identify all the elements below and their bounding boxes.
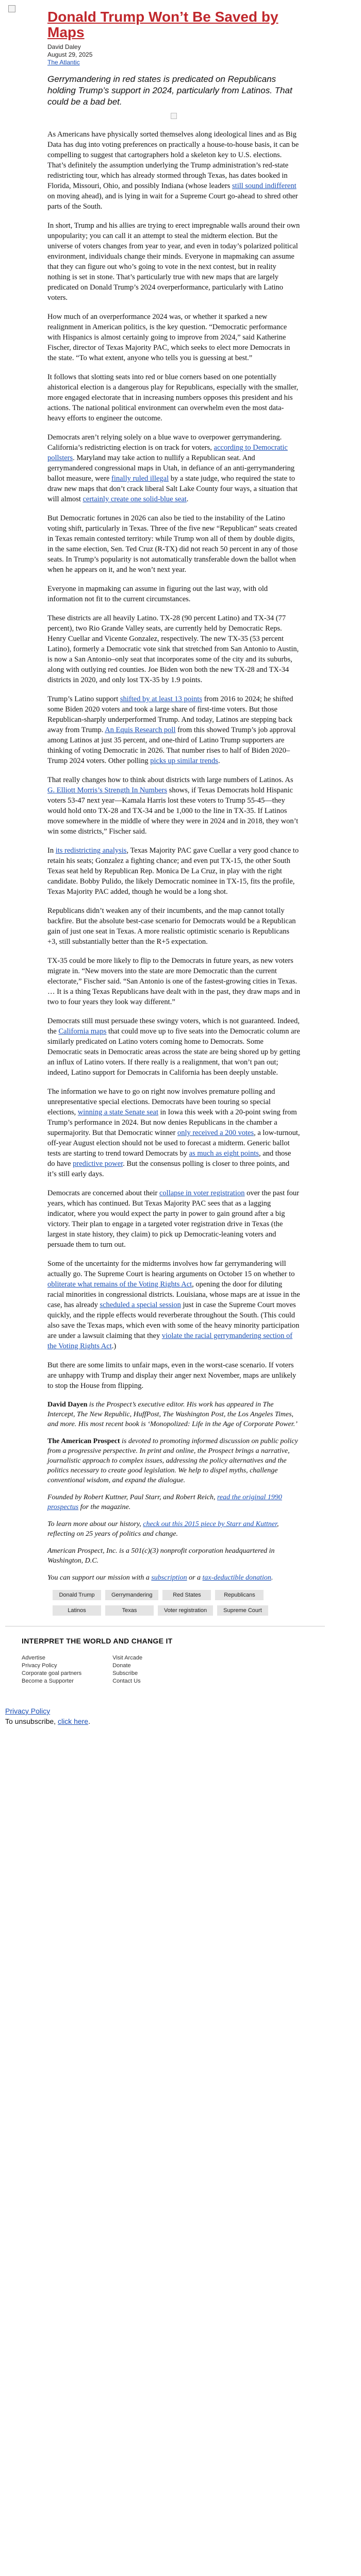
text-run: David Dayen: [47, 1401, 88, 1409]
text-run: .): [111, 1342, 117, 1350]
article-paragraph: [47, 221, 300, 303]
text-run: .: [186, 495, 189, 503]
text-run: is the Prospect’s executive editor. His work has appeared in The Intercept, The New Republic, HuffPost, The Washington Post, the Los Angeles Times, and more. His most recent book is ‘Monopolized: Life in the Age of Corporate Power.’: [47, 1401, 298, 1428]
promo-link[interactable]: Privacy Policy: [22, 1663, 57, 1669]
text-run: The American Prospect: [47, 1437, 120, 1445]
promo-link[interactable]: Visit Arcade: [112, 1655, 143, 1661]
text-run: American Prospect, Inc.: [47, 1547, 118, 1555]
promo-link[interactable]: Contact Us: [112, 1678, 141, 1684]
article-paragraph: [47, 312, 300, 363]
inline-link[interactable]: An Equis Research poll: [105, 726, 176, 734]
text-run: , a low-turnout, off-year August election should not be used to forecast a midterm. Generic ballot tests are starting to trend toward Democrats by: [47, 1129, 300, 1158]
prospect-founded: [47, 1493, 300, 1512]
text-run: Republicans didn’t weaken any of their incumbents, and the map cannot totally backfire. But the absolute best-case scenario for Democrats would be a Republican gain of just one seat in Texas. A more realistic optimistic scenario is Republicans +3, still substantially better than the R+5 expectation.: [47, 907, 296, 946]
prospect-history: [47, 1519, 300, 1539]
text-run: Trump’s Latino support: [47, 695, 120, 703]
inline-link[interactable]: as much as eight points: [189, 1149, 259, 1158]
article-dek: Gerrymandering in red states is predicated on Republicans holding Trump’s support in 2024, particularly from Latinos. That could be a bad bet.: [47, 74, 292, 107]
text-run: It follows that slotting seats into red or blue corners based on one potentially ahistorical election is a dangerous play for Republicans, especially with the smaller, more engaged electorate that in increasing numbers opposes this president and his actions. The national political environment can overwhelm even the most data-heavy efforts to engineer the outcome.: [47, 373, 299, 422]
text-run: In short, Trump and his allies are trying to erect impregnable walls around their own unpopularity; you can call it an attempt to steal the midterm election. But the universe of voters changes from year to year, and even in today’s polarized political environment, individuals change their minds. Everyone in mapmaking can assume that they can figure out who’s going to vote in the next contest, but in reality nothing is set in stone. That’s particularly true with new maps that are largely predicated on Donald Trump’s 2024 overperformance, particularly with Latino voters.: [47, 222, 300, 302]
tag-chip[interactable]: Red States: [162, 1590, 211, 1600]
tag-chip[interactable]: Donald Trump: [53, 1590, 101, 1600]
text-run: But there are some limits to unfair maps, even in the worst-case scenario. If voters are unhappy with Trump and display their anger next November, maps are unlikely to stop the House from flipping.: [47, 1361, 297, 1390]
text-run: is devoted to promoting informed discussion on public policy from a progressive perspective. In print and online, the Prospect brings a narrative, journalistic approach to complex issues, addressing the policy alternatives and the politics necessary to create good legislation. We help to dispel myths, challenge conventional wisdom, and expand the dialogue.: [47, 1437, 298, 1484]
unsubscribe-line: To unsubscribe, click here.: [5, 1717, 90, 1725]
article-paragraph: [47, 513, 300, 575]
prospect-about: [47, 1436, 300, 1485]
publish-date: August 29, 2025: [47, 51, 93, 58]
inline-link[interactable]: G. Elliott Morris’s Strength In Numbers: [47, 786, 167, 794]
tag-chip[interactable]: Latinos: [53, 1605, 101, 1616]
promo-link[interactable]: Subscribe: [112, 1670, 138, 1676]
text-run: These districts are all heavily Latino. TX-28 (90 percent Latino) and TX-34 (77 percent), two Rio Grande Valley seats, are currently held by Democratic Reps. Henry Cuellar and Vicente Gonzalez, respectively. The new TX-35 (53 percent Latino), formerly a Democratic vote sink that stretched from San Antonio to Austin, is now a San Antonio–only seat that incorporates some of the city and its suburbs, along with outlying red counties. Joe Biden won both the new TX-28 and TX-34 districts in 2020, and only lost TX-35 by 1.9 points.: [47, 614, 299, 684]
inline-link[interactable]: predictive power: [73, 1160, 123, 1168]
text-run: . Maryland may take action to nullify a Republican seat. And gerrymandered congressional maps in Utah, in defiance of an anti-gerrymandering ballot measure, were: [47, 454, 295, 483]
text-run: Democrats are concerned about their: [47, 1189, 159, 1197]
inline-link[interactable]: read the original 1990 prospectus: [47, 1494, 282, 1511]
text-run: over the past four years, which has continued. But Texas Majority PAC sees that as a lagging indicator, where you would expect the party in power to gain ground after a big victory. Their plan to engage in a targeted voter registration drive in Texas (the largest in state history, they claim) to pick up Democratic-leaning voters and persuade them to turn out.: [47, 1189, 299, 1249]
text-run: from 2016 to 2024; he shifted some Biden 2020 voters and took a large share of first-time voters. But those Republican-sharply underperformed Trump. And today, Latinos are stepping back away from Trump.: [47, 695, 293, 734]
inline-link[interactable]: subscription: [151, 1574, 187, 1582]
article-paragraph: [47, 613, 300, 685]
inline-link[interactable]: its redistricting analysis: [55, 846, 127, 855]
inline-link[interactable]: check out this 2015 piece by Starr and Kuttner: [143, 1520, 277, 1528]
inline-link[interactable]: obliterate what remains of the Voting Rights Act: [47, 1280, 192, 1289]
source-link[interactable]: The Atlantic: [47, 59, 80, 66]
tag-list: [53, 1590, 280, 1616]
text-run: , and those do have: [47, 1149, 291, 1168]
article-paragraph: [47, 432, 300, 504]
text-run: Founded by Robert Kuttner, Paul Starr, and Robert Reich,: [47, 1494, 217, 1501]
article-paragraph: [47, 1360, 300, 1391]
article-paragraph: [47, 584, 300, 604]
text-run: To learn more about our history,: [47, 1520, 143, 1528]
article-image-icon: [171, 113, 177, 119]
text-run: in Iowa this week with a 20-point swing from Trump’s performance in 2024. But now denies Republicans in the chamber a supermajority. But that Democratic winner: [47, 1108, 297, 1137]
inline-link[interactable]: winning a state Senate seat: [77, 1108, 159, 1116]
inline-link[interactable]: picks up similar trends: [150, 757, 218, 765]
article-paragraph: [47, 694, 300, 766]
byline: [47, 43, 300, 66]
author-bio: [47, 1400, 300, 1429]
article-paragraph: [47, 956, 300, 1007]
article-paragraph: [47, 372, 300, 423]
article-title[interactable]: Donald Trump Won’t Be Saved by Maps: [47, 9, 278, 40]
inline-link[interactable]: California maps: [58, 1027, 107, 1036]
text-run: for the magazine.: [78, 1503, 131, 1511]
text-run: .: [271, 1574, 273, 1582]
prospect-nonprofit: [47, 1546, 300, 1566]
broken-image-icon: [8, 5, 15, 12]
inline-link[interactable]: still sound indifferent: [232, 182, 297, 190]
tag-chip[interactable]: Texas: [105, 1605, 154, 1616]
article-paragraph: [47, 906, 300, 947]
privacy-policy-link[interactable]: Privacy Policy: [5, 1707, 51, 1715]
prospect-support: [47, 1573, 300, 1583]
text-run: How much of an overperformance 2024 was, or whether it sparked a new realignment in American politics, is the key question. “Democratic performance with Hispanics is almost certainly going to improve from 2024,” said Katherine Fischer, director of Texas Majority PAC, which seeks to elect more Democrats in the state. “To what extent, anyone who tells you is guessing at best.”: [47, 313, 290, 362]
text-run: . But the consensus polling is closer to three points, and it’s still early days.: [47, 1160, 290, 1178]
text-run: or a: [187, 1574, 203, 1582]
promo-link[interactable]: Become a Supporter: [22, 1678, 74, 1684]
text-run: , opening the door for diluting racial minorities in congressional districts. Louisiana, whose maps are at issue in the case, has already: [47, 1280, 300, 1309]
inline-link[interactable]: finally ruled illegal: [111, 474, 169, 483]
inline-link[interactable]: according to Democratic pollsters: [47, 444, 288, 462]
unsubscribe-link[interactable]: click here: [57, 1717, 89, 1725]
text-run: The information we have to go on right now involves premature polling and unrepresentative special elections. Democrats have been touring so special elections,: [47, 1088, 275, 1116]
promo-link[interactable]: Advertise: [22, 1655, 45, 1661]
text-run: Democrats still must persuade these swingy voters, which is not guaranteed. Indeed, the: [47, 1017, 300, 1036]
text-run: by a state judge, who required the state to draw new maps that don’t crack liberal Salt Lake County four ways, a situation that will almost: [47, 474, 298, 503]
promo-link[interactable]: Corporate goal partners: [22, 1670, 82, 1676]
text-run: , reflecting on 25 years of politics and change.: [47, 1520, 279, 1538]
text-run: Everyone in mapmaking can assume in figuring out the last way, with old information not fit to the current circumstances.: [47, 585, 268, 603]
text-run: shows, if Texas Democrats hold Hispanic voters 53-47 next year—Kamala Harris lost these voters to Trump 55-45—they would hold onto TX-28 and TX-34 and be 1,000 to the line in TX-35. If Latinos move somewhere in the middle of where they were in 2024 and in 2018, they won’t win some districts,” Fischer said.: [47, 786, 299, 836]
text-run: .: [218, 757, 220, 765]
tag-chip[interactable]: Voter registration: [158, 1605, 213, 1616]
article-body: [47, 129, 300, 1391]
text-run: Some of the uncertainty for the midterms involves how far gerrymandering will actually go. The Supreme Court is hearing arguments on October 15 on whether to: [47, 1260, 295, 1278]
about-section: [47, 1400, 300, 1583]
text-run: , Texas Majority PAC gave Cuellar a very good chance to retain his seats; Gonzalez a fighting chance; and even put TX-15, the other South Texas seat held by Republican Rep. Monica De La Cruz, in play with the right candidate. Bobby Pulido, the likely Democratic nominee in TX-15, fits the profile, Texas Majority PAC added, though he would be a long shot.: [47, 846, 299, 896]
tag-chip[interactable]: Supreme Court: [217, 1605, 268, 1616]
promo-heading: INTERPRET THE WORLD AND CHANGE IT: [22, 1637, 173, 1645]
author-name: David Daley: [47, 43, 81, 50]
inline-link[interactable]: only received a 200 votes: [177, 1129, 254, 1137]
article: [47, 0, 300, 1616]
article-paragraph: [47, 775, 300, 837]
tag-chip[interactable]: Republicans: [215, 1590, 264, 1600]
promo-links-left: [22, 1654, 81, 1685]
text-run: on moving ahead), and is lying in wait for a Supreme Court go-ahead to shred other parts of the South.: [47, 192, 298, 211]
inline-link[interactable]: certainly create one solid-blue seat: [83, 495, 187, 503]
text-run: TX-35 could be more likely to flip to the Democrats in future years, as new voters migrate in. “New movers into the state are more Democratic than the current electorate,” Fischer said. “San Antonio is one of the fastest-growing cities in Texas. … It is a thing Texas Republicans have dealt with in the past, they draw maps and in two to four years they look way different.”: [47, 957, 300, 1006]
text-run: just in case the Supreme Court moves quickly, and the ripple effects would reverberate throughout the South. (This could also save the Texas maps, which even with some of the heavy minority participation are under a lawsuit claiming that they: [47, 1301, 300, 1340]
text-run: In: [47, 846, 56, 855]
promo-section: [22, 1637, 341, 1685]
inline-link[interactable]: collapse in voter registration: [159, 1189, 245, 1197]
text-run: Democrats aren’t relying solely on a blue wave to overpower gerrymandering. California’s redistricting election is on track for voters,: [47, 433, 282, 452]
tag-chip[interactable]: Gerrymandering: [105, 1590, 158, 1600]
inline-link[interactable]: scheduled a special session: [100, 1301, 181, 1309]
promo-link[interactable]: Donate: [112, 1663, 131, 1669]
text-run: As Americans have physically sorted themselves along ideological lines and as Big Data has dug into voting preferences on practically a house-to-house basis, it can be compelling to suggest that cartographers hold a skeleton key to U.S. elections. That’s definitely the assumption underlying the Trump administration’s red-state redistricting tour, which has already stormed through Texas, has dates booked in Florida, Missouri, Ohio, and possibly Indiana (whose leaders: [47, 130, 299, 190]
article-paragraph: [47, 1087, 300, 1179]
article-paragraph: [47, 1016, 300, 1078]
text-run: is a 501(c)(3) nonprofit corporation headquartered in Washington, D.C.: [47, 1547, 275, 1565]
text-run: from this showed Trump’s job approval among Latinos at just 35 percent, and one-third of Latino Trump supporters are thinking of voting Democratic in 2026. That number rises to half of Biden 2020–Trump 2024 voters. Other polling: [47, 726, 296, 765]
text-run: that could move up to five seats into the Democratic column are similarly predicated on Latino voters coming home to Democrats. Some Democratic seats in Democratic areas across the state are being shored up by getting an influx of Latino voters. If there really is a realignment, that won’t pan out; indeed, Latino support for Democrats in California has been deeply unstable.: [47, 1027, 300, 1077]
footer: [5, 1706, 361, 1726]
article-paragraph: [47, 129, 300, 212]
inline-link[interactable]: shifted by at least 13 points: [120, 695, 202, 703]
inline-link[interactable]: violate the racial gerrymandering section of the Voting Rights Act: [47, 1332, 293, 1350]
text-run: You can support our mission with a: [47, 1574, 152, 1582]
text-run: But Democratic fortunes in 2026 can also be tied to the instability of the Latino voting shift, particularly in Texas. Three of the five new “Republican” seats created in Texas remain contested territory: while Trump won all of them by double digits, in the same election, Sen. Ted Cruz (R-TX) did not reach 50 percent in any of those seats. In Trump’s popularity is not automatically transferable down the ballot when when he appears on it, and he won’t next year.: [47, 514, 298, 574]
inline-link[interactable]: tax-deductible donation: [202, 1574, 271, 1582]
article-paragraph: [47, 1259, 300, 1351]
article-paragraph: [47, 845, 300, 897]
text-run: That really changes how to think about districts with large numbers of Latinos. As: [47, 776, 293, 784]
article-paragraph: [47, 1188, 300, 1250]
promo-links-right: [112, 1654, 142, 1685]
